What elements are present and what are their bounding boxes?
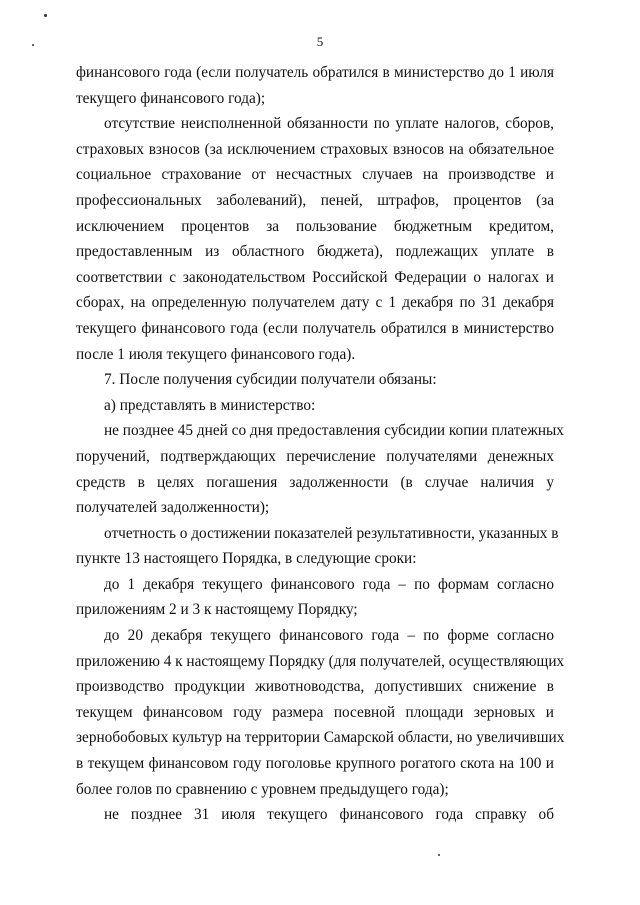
text-line: текущего финансового года); bbox=[76, 89, 266, 107]
text-line: более голов по сравнению с уровнем предыдущего года); bbox=[76, 780, 449, 798]
scan-speck bbox=[438, 854, 440, 856]
text-line: отчетность о достижении показателей результативности, указанных в bbox=[104, 524, 559, 542]
paragraph bbox=[76, 572, 554, 623]
text-line: текущем финансовом году размера посевной площади зерновых и bbox=[76, 703, 554, 721]
text-line: социальное страхование от несчастных случаев на производстве и bbox=[76, 166, 554, 184]
document-body bbox=[76, 60, 565, 828]
text-line: соответствии с законодательством Российской Федерации о налогах и bbox=[76, 268, 554, 286]
paragraph bbox=[76, 393, 554, 419]
paragraph bbox=[76, 418, 564, 520]
text-line: приложениям 2 и 3 к настоящему Порядку; bbox=[76, 601, 358, 619]
text-line: поручений, подтверждающих перечисление получателями денежных bbox=[76, 447, 554, 465]
text-line: зернобобовых культур на территории Самарской области, но увеличивших bbox=[76, 729, 565, 747]
text-line: в текущем финансовом году поголовье крупного рогатого скота на 100 и bbox=[76, 755, 554, 773]
text-line: отсутствие неисполненной обязанности по уплате налогов, сборов, bbox=[104, 115, 554, 133]
paragraph bbox=[76, 802, 554, 828]
paragraph bbox=[76, 521, 559, 572]
page-number: 5 bbox=[316, 34, 324, 49]
text-line: финансового года (если получатель обратился в министерство до 1 июля bbox=[76, 64, 554, 81]
text-line: производство продукции животноводства, допустивших снижение в bbox=[76, 678, 554, 696]
paragraph bbox=[76, 367, 554, 393]
scan-speck bbox=[44, 14, 47, 17]
text-line: до 1 декабря текущего финансового года – по формам согласно bbox=[104, 575, 554, 593]
paragraph bbox=[76, 60, 554, 111]
text-line: сборах, на определенную получателем дату с 1 декабря по 31 декабря bbox=[76, 294, 554, 312]
text-line: текущего финансового года (если получатель обратился в министерство bbox=[76, 319, 554, 337]
text-line: получателей задолженности); bbox=[76, 499, 270, 517]
text-line: предоставленным из областного бюджета), подлежащих уплате в bbox=[76, 243, 554, 261]
paragraph bbox=[76, 111, 554, 367]
text-line: а) представлять в министерство: bbox=[104, 396, 316, 414]
text-line: страховых взносов (за исключением страховых взносов на обязательное bbox=[76, 140, 554, 158]
text-line: исключением процентов за пользование бюджетным кредитом, bbox=[76, 217, 554, 235]
text-line: средств в целях погашения задолженности (в случае наличия у bbox=[76, 473, 554, 491]
text-line: после 1 июля текущего финансового года). bbox=[76, 345, 356, 363]
text-line: приложению 4 к настоящему Порядку (для получателей, осуществляющих bbox=[76, 652, 565, 670]
text-line: 7. После получения субсидии получатели обязаны: bbox=[104, 371, 437, 389]
text-line: до 20 декабря текущего финансового года – по форме согласно bbox=[104, 627, 554, 645]
paragraph bbox=[76, 623, 565, 802]
text-line: пункте 13 настоящего Порядка, в следующие сроки: bbox=[76, 550, 417, 568]
text-line: не позднее 45 дней со дня предоставления субсидии копии платежных bbox=[104, 422, 564, 440]
text-line: профессиональных заболеваний), пеней, штрафов, процентов (за bbox=[76, 191, 554, 209]
text-line: не позднее 31 июля текущего финансового года справку об bbox=[104, 806, 554, 824]
